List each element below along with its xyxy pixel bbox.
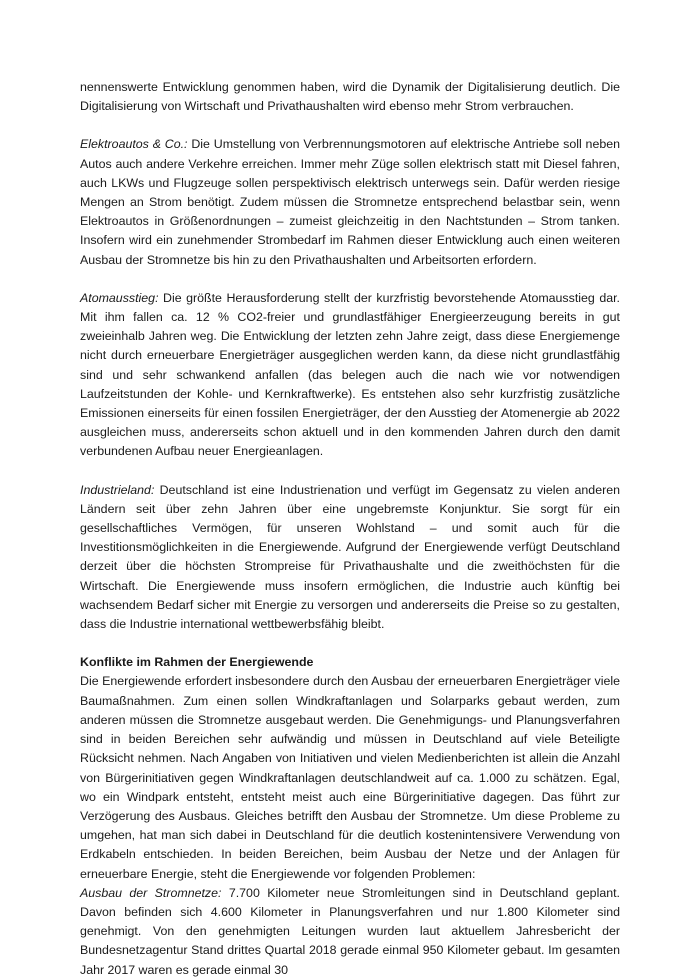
section-heading: Konflikte im Rahmen der Energiewende — [80, 655, 314, 670]
paragraph-lead-italic: Industrieland: — [80, 482, 155, 497]
paragraph-lead-italic: Ausbau der Stromnetze: — [80, 885, 222, 900]
paragraph-elektroautos — [80, 135, 620, 269]
paragraph-text: 7.700 Kilometer neue Stromleitungen sind in Deutschland geplant. Davon befinden sich 4.600 Kilometer in Planungsverfahren und nur 1.800 Kilometer sind genehmigt. Von den genehmigten Leitungen wurden laut aktuellem Jahresbericht der Bundesnetzagentur Stand drittes Quartal 2018 gerade einmal 950 Kilometer gebaut. Im gesamten Jahr 2017 waren es gerade einmal 30 — [80, 885, 620, 977]
section-body-text: Die Energiewende erfordert insbesondere durch den Ausbau der erneuerbaren Energieträger viele Baumaßnahmen. Zum einen sollen Windkraftanlagen und Solarparks gebaut werden, zum anderen müssen die Stromnetze ausgebaut werden. Die Genehmigungs- und Planungsverfahren sind in beiden Bereichen sehr aufwändig und müssen in Deutschland auf viele Beteiligte Rücksicht nehmen. Nach Angaben von Initiativen und vielen Medienberichten ist allein die Anzahl von Bürgerinitiativen gegen Windkraftanlagen deutschlandweit auf ca. 1.000 zu schätzen. Egal, wo ein Windpark entsteht, entsteht meist auch eine Bürgerinitiative dagegen. Das führt zur Verzögerung des Ausbaus. Gleiches betrifft den Ausbau der Stromnetze. Um diese Probleme zu umgehen, hat man sich dabei in Deutschland für die deutlich kostenintensivere Verwendung von Erdkabeln entschieden. In beiden Bereichen, beim Ausbau der Netze und der Anlagen für erneuerbare Energie, steht die Energiewende vor folgenden Problemen: — [80, 674, 620, 881]
paragraph-industrieland — [80, 481, 620, 635]
paragraph-lead-italic: Atomausstieg: — [80, 290, 159, 305]
paragraph-gap — [80, 462, 620, 481]
paragraph-gap — [80, 634, 620, 653]
paragraph-text: Die Umstellung von Verbrennungsmotoren auf elektrische Antriebe soll neben Autos auch andere Verkehre erreichen. Immer mehr Züge sollen elektrisch statt mit Diesel fahren, auch LKWs und Flugzeuge sollen perspektivisch elektrisch unterwegs sein. Dafür werden riesige Mengen an Strom benötigt. Zudem müssen die Stromnetze entsprechend belastbar sein, wenn Elektroautos in Größenordnungen – zumeist gleichzeitig in den Nachtstunden – Strom tanken. Insofern wird ein zunehmender Strombedarf im Rahmen dieser Entwicklung auch einen weiteren Ausbau der Stromnetze bis hin zu den Privathaushalten und Arbeitsorten erfordern. — [80, 137, 621, 267]
paragraph-text: nennenswerte Entwicklung genommen haben, wird die Dynamik der Digitalisierung deutlich. Die Digitalisierung von Wirtschaft und Privathaushalten wird ebenso mehr Strom verbrauchen. — [80, 80, 620, 114]
paragraph-gap — [80, 270, 620, 289]
section-body — [80, 672, 620, 883]
paragraph-lead-italic: Elektroautos & Co.: — [80, 137, 188, 152]
paragraph-atomausstieg — [80, 289, 620, 462]
paragraph-gap — [80, 116, 620, 135]
paragraph-digitalisierung-continued — [80, 78, 620, 116]
paragraph-ausbau-stromnetze — [80, 884, 620, 980]
paragraph-text: Die größte Herausforderung stellt der kurzfristig bevorstehende Atomausstieg dar. Mit ihm fallen ca. 12 % CO2-freier und grundlastfähiger Energieerzeugung bereits in gut zweieinhalb Jahren weg. Die Entwicklung der letzten zehn Jahre zeigt, dass diese Energiemenge nicht durch erneuerbare Energieträger ausgeglichen werden kann, da diese nicht grundlastfähig sind und sehr schwankend anfallen (das belegen auch die nach wie vor notwendigen Laufzeitstunden der Kohle- und Kernkraftwerke). Es entstehen also sehr kurzfristig zusätzliche Emissionen einerseits für einen fossilen Energieträger, der den Ausstieg der Atomenergie ab 2022 ausgleichen muss, andererseits schon aktuell und in den kommenden Jahren durch den damit verbundenen Aufbau neuer Energieanlagen. — [80, 290, 620, 459]
paragraph-text: Deutschland ist eine Industrienation und verfügt im Gegensatz zu vielen anderen Ländern seit über zehn Jahren über eine ungebremste Konjunktur. Sie sorgt für ein gesellschaftliches Vermögen, für unseren Wohlstand – und somit auch für die Investitionsmöglichkeiten in die Energiewende. Aufgrund der Energiewende verfügt Deutschland derzeit über die höchsten Strompreise für Privathaushalte und die zweithöchsten für die Wirtschaft. Die Energiewende muss insofern ermöglichen, die Industrie auch künftig bei wachsendem Bedarf sicher mit Energie zu versorgen und andererseits die Preise so zu gestalten, dass die Industrie international wettbewerbsfähig bleibt. — [80, 482, 620, 632]
